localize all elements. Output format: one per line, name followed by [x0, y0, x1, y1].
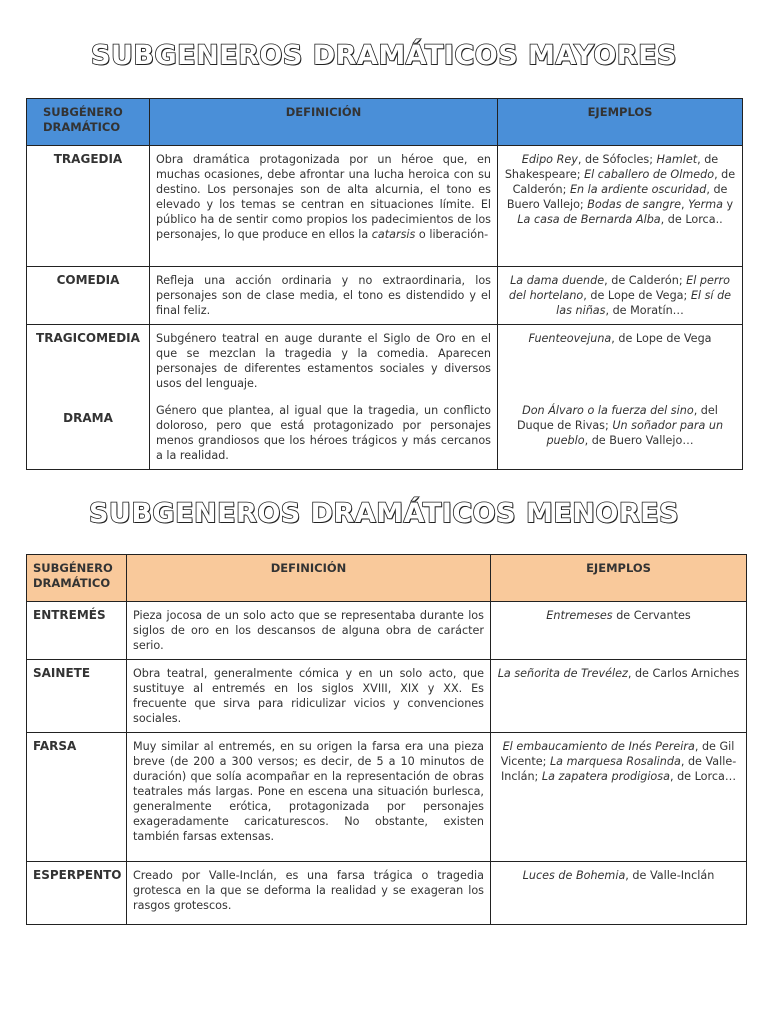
header-ejemplos: EJEMPLOS — [498, 99, 743, 146]
table-row — [27, 862, 747, 925]
header-subgenero: SUBGÉNERO DRAMÁTICO — [27, 99, 150, 146]
subgenre-definition: Género que plantea, al igual que la tragedia, un conflicto doloroso, pero que está protagonizado por personajes menos grandiosos que los héroes trágicos y más cercanos a la realidad. — [150, 397, 498, 470]
subgenre-definition: Muy similar al entremés, en su origen la farsa era una pieza breve (de 200 a 300 versos; es decir, de 5 a 10 minutos de duración) que solía acompañar en la representación de obras teatrales más largas. Pone en escena una situación burlesca, generalmente erótica, protagonizada por personajes exageradamente caricaturescos. No obstante, existen también farsas extensas. — [127, 733, 491, 862]
header-definicion: DEFINICIÓN — [150, 99, 498, 146]
table-menores — [26, 554, 747, 925]
subgenre-definition: Creado por Valle-Inclán, es una farsa trágica o tragedia grotesca en la que se deforma la realidad y se exageran los rasgos grotescos. — [127, 862, 491, 925]
subgenre-name: DRAMA — [27, 397, 150, 470]
table-header-row — [27, 99, 743, 146]
subgenre-examples: La señorita de Trevélez, de Carlos Arniches — [491, 660, 747, 733]
table-row — [27, 660, 747, 733]
subgenre-definition: Pieza jocosa de un solo acto que se representaba durante los siglos de oro en los descansos de alguna obra de carácter serio. — [127, 602, 491, 660]
subgenre-definition: Refleja una acción ordinaria y no extraordinaria, los personajes son de clase media, el tono es distendido y el final feliz. — [150, 267, 498, 325]
subgenre-examples: Luces de Bohemia, de Valle-Inclán — [491, 862, 747, 925]
subgenre-name: SAINETE — [27, 660, 127, 733]
table-mayores — [26, 98, 743, 470]
table-header-row — [27, 555, 747, 602]
header-definicion: DEFINICIÓN — [127, 555, 491, 602]
header-ejemplos: EJEMPLOS — [491, 555, 747, 602]
subgenre-examples: Fuenteovejuna, de Lope de Vega — [498, 325, 743, 398]
subgenre-name: TRAGEDIA — [27, 146, 150, 267]
title-menores: SUBGENEROS DRAMÁTICOS MENORES — [88, 498, 680, 529]
table-row — [27, 146, 743, 267]
table-row — [27, 733, 747, 862]
subgenre-definition: Subgénero teatral en auge durante el Siglo de Oro en el que se mezclan la tragedia y la comedia. Aparecen personajes de diferentes estamentos sociales y diversos usos del lenguaje. — [150, 325, 498, 398]
subgenre-name: ESPERPENTO — [27, 862, 127, 925]
table-row — [27, 325, 743, 398]
subgenre-name: ENTREMÉS — [27, 602, 127, 660]
subgenre-examples: La dama duende, de Calderón; El perro del hortelano, de Lope de Vega; El sí de las niñas, de Moratín… — [498, 267, 743, 325]
subgenre-examples: Entremeses de Cervantes — [491, 602, 747, 660]
table-row — [27, 602, 747, 660]
subgenre-definition: Obra dramática protagonizada por un héroe que, en muchas ocasiones, debe afrontar una lucha heroica con su destino. Los personajes son de alta alcurnia, el tono es elevado y los temas se centran en situaciones límite. El público ha de sentir como propios los padecimientos de los personajes, lo que produce en ellos la catarsis o liberación- — [150, 146, 498, 267]
subgenre-examples: Edipo Rey, de Sófocles; Hamlet, de Shakespeare; El caballero de Olmedo, de Calderón; En la ardiente oscuridad, de Buero Vallejo; Bodas de sangre, Yerma y La casa de Bernarda Alba, de Lorca.. — [498, 146, 743, 267]
subgenre-examples: El embaucamiento de Inés Pereira, de Gil Vicente; La marquesa Rosalinda, de Valle-Inclán; La zapatera prodigiosa, de Lorca… — [491, 733, 747, 862]
subgenre-definition: Obra teatral, generalmente cómica y en un solo acto, que sustituye al entremés en los siglos XVIII, XIX y XX. Es frecuente que sirva para ridiculizar vicios y convenciones sociales. — [127, 660, 491, 733]
subgenre-name: FARSA — [27, 733, 127, 862]
subgenre-examples: Don Álvaro o la fuerza del sino, del Duque de Rivas; Un soñador para un pueblo, de Buero Vallejo… — [498, 397, 743, 470]
subgenre-name: TRAGICOMEDIA — [27, 325, 150, 398]
table-row — [27, 397, 743, 470]
subgenre-name: COMEDIA — [27, 267, 150, 325]
title-mayores: SUBGENEROS DRAMÁTICOS MAYORES — [91, 40, 677, 71]
table-row — [27, 267, 743, 325]
header-subgenero: SUBGÉNERO DRAMÁTICO — [27, 555, 127, 602]
